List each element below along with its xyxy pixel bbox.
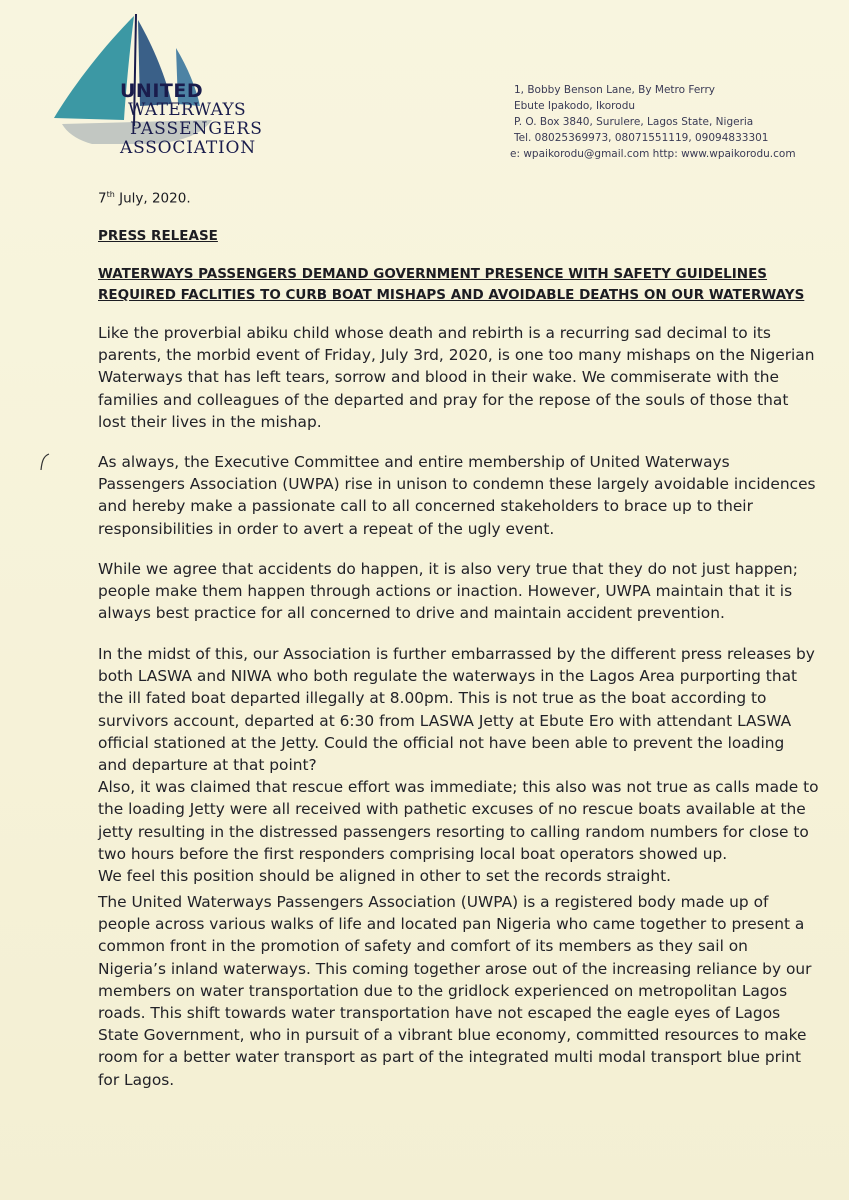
organization-name bbox=[104, 82, 263, 157]
text-line: Waterways that has left tears, sorrow and blood in their wake. We commiserate with the bbox=[98, 368, 779, 387]
headline-line: REQUIRED FACLITIES TO CURB BOAT MISHAPS AND AVOIDABLE DEATHS ON OUR WATERWAYS bbox=[98, 287, 805, 303]
phone-line: Tel. 08025369973, 08071551119, 09094833301 bbox=[514, 132, 769, 144]
text-line: lost their lives in the mishap. bbox=[98, 412, 322, 431]
text-line: two hours before the first responders comprising local boat operators showed up. bbox=[98, 844, 728, 863]
address-line: P. O. Box 3840, Surulere, Lagos State, Nigeria bbox=[514, 116, 754, 128]
text-line: State Government, who in pursuit of a vibrant blue economy, committed resources to make bbox=[98, 1026, 807, 1045]
date-rest: July, 2020. bbox=[114, 190, 191, 207]
text-line: and departure at that point? bbox=[98, 756, 317, 775]
text-line: and hereby make a passionate call to all concerned stakeholders to brace up to their bbox=[98, 497, 753, 516]
text-line: parents, the morbid event of Friday, July 3rd, 2020, is one too many mishaps on the Nigerian bbox=[98, 346, 815, 365]
text-line: families and colleagues of the departed and pray for the repose of the souls of those that bbox=[98, 390, 789, 409]
text-line: roads. This shift towards water transportation have not escaped the eagle eyes of Lagos bbox=[98, 1004, 781, 1023]
text-line: The United Waterways Passengers Association (UWPA) is a registered body made up of bbox=[98, 893, 769, 911]
text-line: As always, the Executive Committee and entire membership of United Waterways bbox=[98, 453, 730, 471]
text-line: members on water transportation due to the gridlock experienced on metropolitan Lagos bbox=[98, 981, 788, 1000]
text-line: people make them happen through actions or inaction. However, UWPA maintain that it is bbox=[98, 582, 793, 601]
date-day: 7 bbox=[98, 190, 107, 207]
org-name-line: PASSENGERS bbox=[130, 119, 263, 139]
text-line: We feel this position should be aligned in other to set the records straight. bbox=[98, 867, 672, 886]
text-line: room for a better water transport as part of the integrated multi modal transport blue print bbox=[98, 1048, 802, 1067]
contact-line: e: wpaikorodu@gmail.com http: www.wpaikorodu.com bbox=[510, 148, 796, 160]
org-name-line: ASSOCIATION bbox=[120, 138, 256, 158]
date-suffix: th bbox=[106, 190, 115, 199]
text-line: responsibilities in order to avert a repeat of the ugly event. bbox=[98, 519, 555, 538]
text-line: survivors account, departed at 6:30 from LASWA Jetty at Ebute Ero with attendant LASWA bbox=[98, 711, 792, 730]
text-line: common front in the promotion of safety and comfort of its members as they sail on bbox=[98, 937, 748, 956]
paragraph-3 bbox=[98, 558, 833, 625]
text-line: Passengers Association (UWPA) rise in unison to condemn these largely avoidable incidences bbox=[98, 475, 816, 494]
text-line: Like the proverbial abiku child whose death and rebirth is a recurring sad decimal to its bbox=[98, 324, 771, 342]
text-line: In the midst of this, our Association is further embarrassed by the different press releases by bbox=[98, 645, 815, 663]
org-name-line: UNITED bbox=[120, 80, 204, 102]
pen-mark-icon bbox=[38, 452, 52, 472]
paragraph-5 bbox=[98, 891, 833, 1091]
document-date bbox=[98, 190, 191, 207]
text-line: official stationed at the Jetty. Could the official not have been able to prevent the loading bbox=[98, 733, 785, 752]
address-block bbox=[510, 82, 796, 162]
address-line: 1, Bobby Benson Lane, By Metro Ferry bbox=[514, 84, 715, 96]
text-line: Also, it was claimed that rescue effort was immediate; this also was not true as calls made to bbox=[98, 778, 819, 797]
paragraph-1 bbox=[98, 322, 833, 433]
press-release-label: PRESS RELEASE bbox=[98, 228, 218, 244]
address-line: Ebute Ipakodo, Ikorodu bbox=[514, 100, 636, 112]
text-line: people across various walks of life and located pan Nigeria who came together to present a bbox=[98, 915, 805, 934]
text-line: jetty resulting in the distressed passengers resorting to calling random numbers for close to bbox=[98, 822, 809, 841]
paragraph-2 bbox=[98, 451, 833, 540]
text-line: Nigeria’s inland waterways. This coming together arose out of the increasing reliance by our bbox=[98, 959, 812, 978]
headline-line: WATERWAYS PASSENGERS DEMAND GOVERNMENT PRESENCE WITH SAFETY GUIDELINES bbox=[98, 266, 768, 282]
headline bbox=[98, 264, 818, 306]
text-line: for Lagos. bbox=[98, 1070, 175, 1089]
paragraph-4 bbox=[98, 643, 833, 887]
text-line: the loading Jetty were all received with pathetic excuses of no rescue boats available at the bbox=[98, 800, 806, 819]
text-line: the ill fated boat departed illegally at 8.00pm. This is not true as the boat according to bbox=[98, 689, 767, 708]
org-name-line: WATERWAYS bbox=[128, 100, 246, 120]
text-line: While we agree that accidents do happen, it is also very true that they do not just happen; bbox=[98, 560, 798, 578]
text-line: always best practice for all concerned to drive and maintain accident prevention. bbox=[98, 604, 725, 623]
text-line: both LASWA and NIWA who both regulate the waterways in the Lagos Area purporting that bbox=[98, 667, 798, 686]
